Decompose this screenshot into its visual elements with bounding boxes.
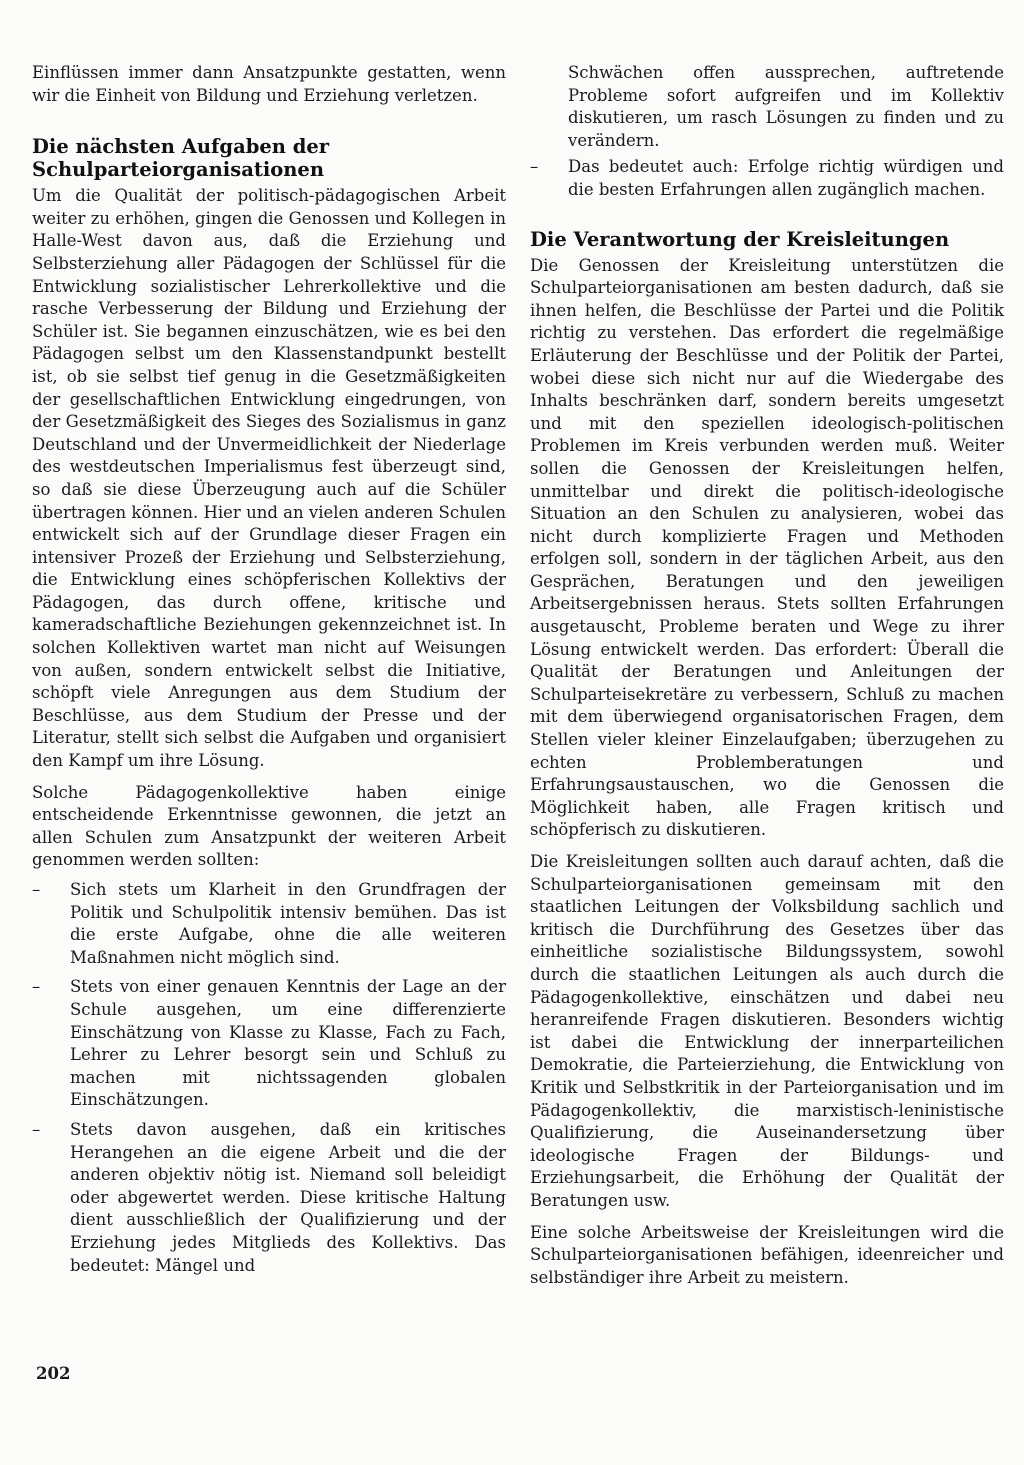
dash-bullet: – xyxy=(32,880,41,899)
dash-bullet: – xyxy=(32,1119,41,1139)
responsibility-paragraph-1: Die Genossen der Kreisleitung unterstützen die Schulparteiorganisationen am besten dadurch, daß sie ihnen helfen, die Beschlüsse der Partei und die Politik richtig zu verstehen. Das erfordert die regelmäßige Erläuterung der Beschlüsse und der Politik der Partei, wobei diese sich nicht nur auf die Wiedergabe des Inhalts beschränken darf, sondern bereits umgesetzt und mit den speziellen ideologisch-politischen Problemen im Kreis verbunden werden muß. Weiter sollen die Genossen der Kreisleitungen helfen, unmittelbar und direkt die politisch-ideologische Situation an den Schulen zu analysieren, wobei das nicht durch komplizierte Fragen und Methoden erfolgen soll, sondern in der täglichen Arbeit, aus den Gesprächen, Beratungen und den jeweiligen Arbeitsergebnissen heraus. Stets sollten Erfahrungen ausgetauscht, Probleme beraten und Wege zu ihrer Lösung entwickelt werden. Das erfordert: Überall die Qualität der Beratungen und Anleitungen der Schulparteisekretäre zu verbessern, Schluß zu machen mit dem überwiegend organisatorischen Fragen, dem Stellen vieler kleiner Einzelaufgaben; überzugehen zu echten Problemberatungen und Erfahrungsaustauschen, wo die Genossen die Möglichkeit haben, alle Fragen kritisch und schöpferisch zu diskutieren. xyxy=(530,255,1004,840)
tasks-paragraph-1: Um die Qualität der politisch-pädagogischen Arbeit weiter zu erhöhen, gingen die Genossen und Kollegen in Halle-West davon aus, daß die Erziehung und Selbsterziehung aller Pädagogen der Schlüssel für die Entwicklung sozialistischer Lehrerkollektive und die rasche Verbesserung der Bildung und Erziehung der Schüler ist. Sie begannen einzuschätzen, wie es bei den Pädagogen selbst um den Klassenstandpunkt bestellt ist, ob sie selbst tief genug in die Gesetzmäßigkeiten der gesellschaftlichen Entwicklung eingedrungen, von der Gesetzmäßigkeit des Sieges des Sozialismus in ganz Deutschland und der Unvermeidlichkeit der Niederlage des westdeutschen Imperialismus fest überzeugt sind, so daß sie diese Überzeugung auch auf die Schüler übertragen können. Hier und an vielen anderen Schulen entwickelt sich auf der Grundlage dieser Fragen ein intensiver Prozeß der Erziehung und Selbsterziehung, die Entwicklung eines schöpferischen Kollektivs der Pädagogen, das durch offene, kritische und kameradschaftliche Beziehungen gekennzeichnet ist. In solchen Kollektiven wartet man nicht auf Weisungen von außen, sondern entwickelt selbst die Initiative, schöpft viele Anregungen aus dem Studium der Beschlüsse, aus dem Studium der Presse und der Literatur, stellt sich selbst die Aufgaben und organisiert den Kampf um ihre Lösung. xyxy=(32,186,506,771)
dash-bullet: – xyxy=(530,157,539,177)
intro-paragraph: Einflüssen immer dann Ansatzpunkte gestatten, wenn wir die Einheit von Bildung und Erziehung verletzen. xyxy=(32,63,506,105)
responsibility-paragraph-3: Eine solche Arbeitsweise der Kreisleitungen wird die Schulparteiorganisationen befähigen, ideenreicher und selbständiger ihre Arbeit zu meistern. xyxy=(530,1222,1004,1287)
list-item-text: Stets von einer genauen Kenntnis der Lage an der Schule ausgehen, um eine differenzierte Einschätzung von Klasse zu Klasse, Fach zu Fach, Lehrer zu Lehrer besorgt sein und Schluß zu machen mit nichtssagenden globalen Einschätzungen. xyxy=(70,977,506,1110)
continued-list-text: Schwächen offen aussprechen, auftretende Probleme sofort aufgreifen und im Kollektiv diskutieren, um rasch Lösungen zu finden und zu verändern. xyxy=(568,63,1004,150)
list-item xyxy=(32,879,506,969)
list-item-text: Stets davon ausgehen, daß ein kritisches Herangehen an die eigene Arbeit und die der anderen objektiv nötig ist. Niemand soll beleidigt oder abgewertet werden. Diese kritische Haltung dient ausschließlich der Qualifizierung und der Erziehung jedes Mitglieds des Kollektivs. Das bedeutet: Mängel und xyxy=(70,1119,506,1275)
list-item xyxy=(32,976,506,1112)
page-number: 202 xyxy=(36,1364,71,1383)
section-heading-tasks: Die nächsten Aufgaben der Schulparteiorganisationen xyxy=(32,135,330,182)
right-column xyxy=(530,62,1004,1289)
tasks-paragraph-2: Solche Pädagogenkollektive haben einige entscheidende Erkenntnisse gewonnen, die jetzt an allen Schulen zum Ansatzpunkt der weiteren Arbeit genommen werden sollten: xyxy=(32,782,506,870)
responsibility-paragraph-2: Die Kreisleitungen sollten auch darauf achten, daß die Schulparteiorganisationen gemeinsam mit den staatlichen Leitungen der Volksbildung sachlich und kritisch die Durchführung des Gesetzes über das einheitliche sozialistische Bildungssystem, sowohl durch die staatlichen Leitungen als auch durch die Pädagogenkollektive, einschätzen und dabei neu heranreifende Fragen diskutieren. Besonders wichtig ist dabei die Entwicklung der innerparteilichen Demokratie, die Parteierziehung, die Entwicklung von Kritik und Selbstkritik in der Parteiorganisation und im Pädagogenkollektiv, die marxistisch-leninistische Qualifizierung, die Auseinandersetzung über ideologische Fragen der Bildungs- und Erziehungsarbeit, die Erhöhung der Qualität der Beratungen usw. xyxy=(530,852,1004,1210)
list-item-text: Das bedeutet auch: Erfolge richtig würdigen und die besten Erfahrungen allen zugänglich machen. xyxy=(568,157,1004,199)
section-heading-responsibility: Die Verantwortung der Kreisleitungen xyxy=(530,227,950,251)
list-item xyxy=(530,156,1004,201)
list-item xyxy=(32,1119,506,1277)
dash-bullet: – xyxy=(32,977,41,997)
left-column xyxy=(32,62,506,1277)
list-item-text: Sich stets um Klarheit in den Grundfragen der Politik und Schulpolitik intensiv bemühen. Das ist die erste Aufgabe, ohne die alle weiteren Maßnahmen nicht möglich sind. xyxy=(70,880,506,967)
